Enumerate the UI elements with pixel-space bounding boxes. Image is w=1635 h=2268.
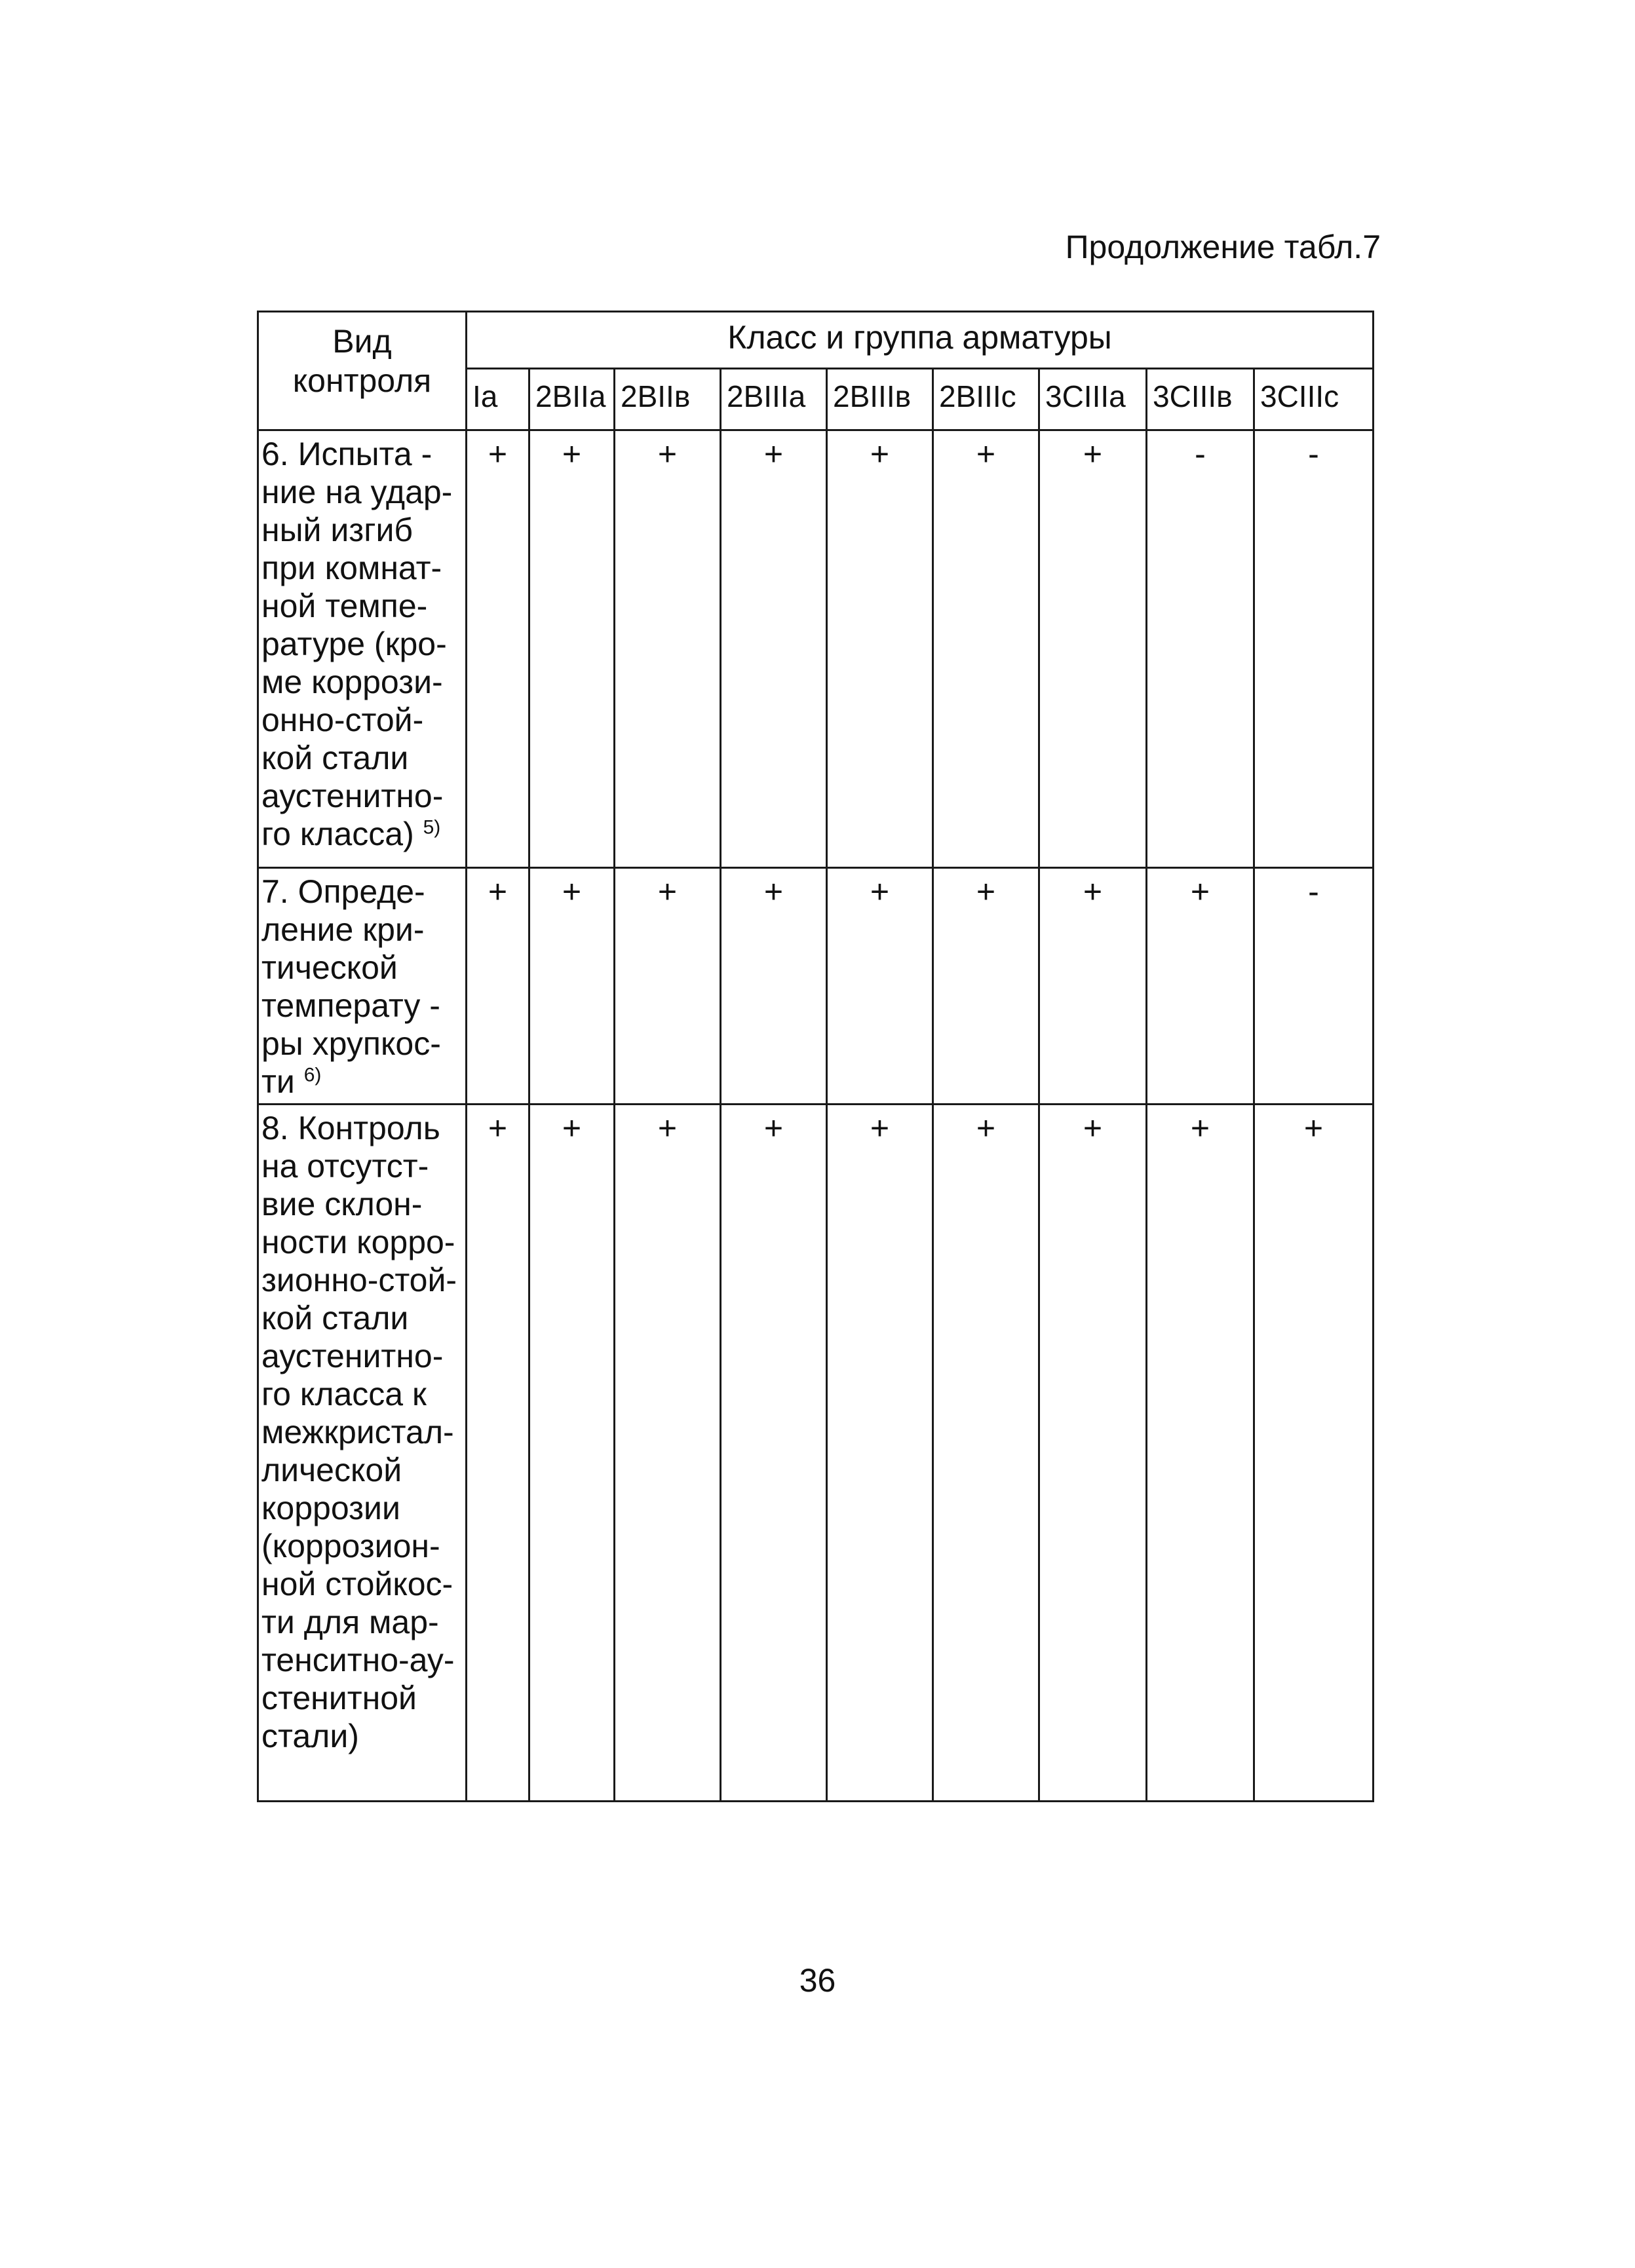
table-row <box>258 1105 1374 1802</box>
header-armature-class: Класс и группа арматуры <box>467 312 1374 369</box>
mark-cell: + <box>827 1105 933 1802</box>
mark-cell: + <box>529 430 615 868</box>
table-header-row <box>258 312 1374 369</box>
row-label-text: 7. Опреде- ление кри- тической температу - ры хрупкос- ти <box>261 873 441 1100</box>
mark-cell: + <box>721 868 827 1105</box>
mark-cell: + <box>615 1105 721 1802</box>
mark-cell: + <box>933 430 1039 868</box>
mark-cell: + <box>467 430 529 868</box>
row-label-cell <box>258 430 467 868</box>
table-row <box>258 430 1374 868</box>
mark-cell: + <box>933 868 1039 1105</box>
row-label-cell <box>258 868 467 1105</box>
page-number: 36 <box>799 1962 836 1999</box>
class-header-cell: 3CIIIa <box>1039 369 1147 430</box>
mark-cell: - <box>1147 430 1254 868</box>
mark-cell: + <box>827 430 933 868</box>
table-row <box>258 868 1374 1105</box>
row-label-text: 8. Контроль на отсутст- вие склон- ности корро- зионно-стой- кой стали аустенитно- го класса к межкристал- лической коррозии (коррозион- ной стойкос- ти для мар- тенситно-ау- стенитной стали) <box>261 1110 457 1754</box>
mark-cell: + <box>1147 1105 1254 1802</box>
class-header-cell: 2BIIв <box>615 369 721 430</box>
mark-cell: + <box>721 430 827 868</box>
class-header-cell: 2BIIIв <box>827 369 933 430</box>
mark-cell: + <box>1039 868 1147 1105</box>
class-header-cell: 2BIIIa <box>721 369 827 430</box>
mark-cell: + <box>827 868 933 1105</box>
table-continuation-caption: Продолжение табл.7 <box>1065 229 1381 265</box>
class-header-cell: 2BIIIc <box>933 369 1039 430</box>
mark-cell: - <box>1254 430 1374 868</box>
armature-control-table <box>257 311 1374 1802</box>
row-label-text: 6. Испыта - ние на удар- ный изгиб при комнат- ной темпе- ратуре (кро- ме коррози- онно-стой- кой стали аустенитно- го класса) <box>261 436 453 852</box>
header-control-type: Вид контроля <box>258 312 467 430</box>
row-label-cell <box>258 1105 467 1802</box>
mark-cell: + <box>529 868 615 1105</box>
mark-cell: + <box>529 1105 615 1802</box>
mark-cell: + <box>1147 868 1254 1105</box>
mark-cell: + <box>1039 430 1147 868</box>
mark-cell: - <box>1254 868 1374 1105</box>
mark-cell: + <box>721 1105 827 1802</box>
mark-cell: + <box>615 430 721 868</box>
class-header-cell: Ia <box>467 369 529 430</box>
mark-cell: + <box>1254 1105 1374 1802</box>
row-footnote: 5) <box>423 816 441 839</box>
mark-cell: + <box>615 868 721 1105</box>
class-header-cell: 3CIIIв <box>1147 369 1254 430</box>
mark-cell: + <box>467 1105 529 1802</box>
class-header-cell: 2BIIa <box>529 369 615 430</box>
mark-cell: + <box>933 1105 1039 1802</box>
class-header-cell: 3CIIIc <box>1254 369 1374 430</box>
mark-cell: + <box>467 868 529 1105</box>
row-footnote: 6) <box>303 1064 322 1086</box>
mark-cell: + <box>1039 1105 1147 1802</box>
